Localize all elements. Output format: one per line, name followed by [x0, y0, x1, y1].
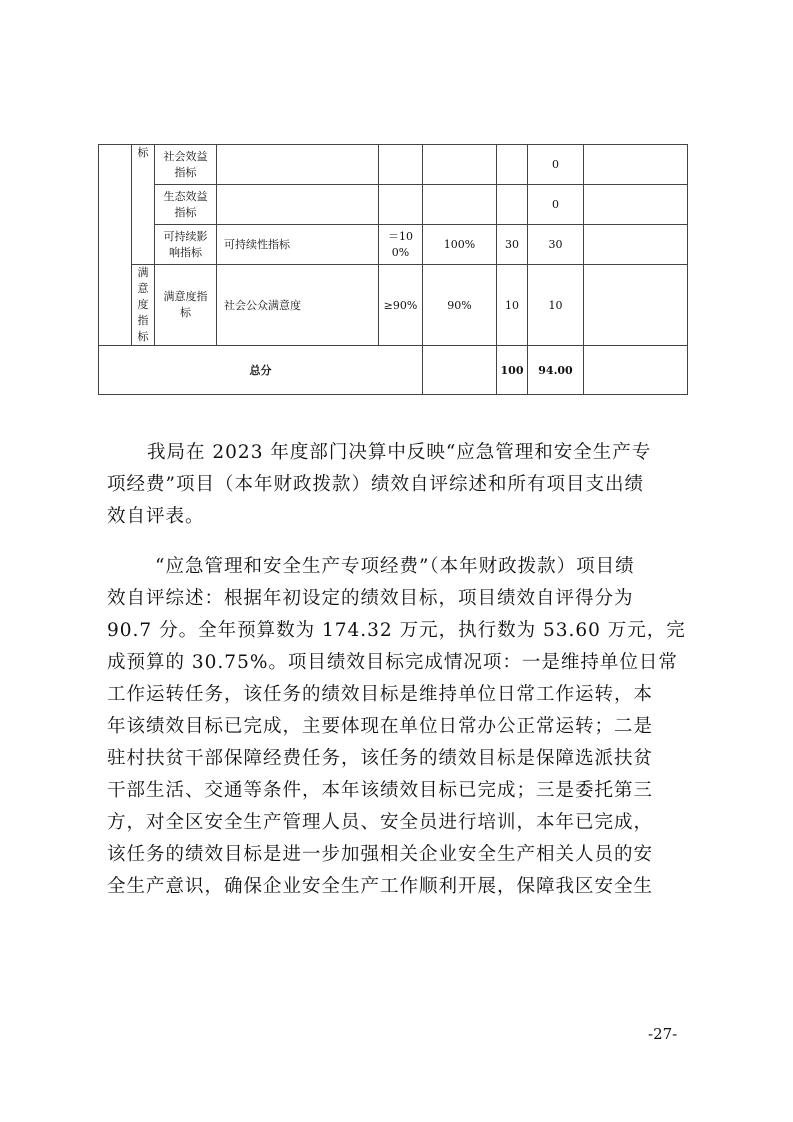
score-value: 30	[528, 225, 584, 265]
remark-cell	[584, 265, 688, 346]
performance-table	[98, 144, 688, 395]
score-value: 10	[528, 265, 584, 346]
indicator-name: 满意度指标	[163, 290, 208, 319]
actual-value	[423, 145, 497, 185]
total-weight: 100	[497, 346, 528, 395]
paragraph-summary-intro: 我局在 2023 年度部门决算中反映“应急管理和安全生产专 项经费”项目（本年财政拨款）绩效自评综述和所有项目支出绩 效自评表。	[107, 442, 652, 527]
score-value: 0	[528, 145, 584, 185]
target-value	[379, 145, 423, 185]
remark-cell	[584, 185, 688, 225]
weight-value: 30	[497, 225, 528, 265]
actual-value: 100%	[423, 225, 497, 265]
table-row	[99, 185, 688, 225]
weight-value: 10	[497, 265, 528, 346]
remark-cell	[584, 346, 688, 395]
table-row	[99, 225, 688, 265]
outer-category-cell	[99, 145, 132, 346]
weight-value	[497, 185, 528, 225]
total-score: 94.00	[528, 346, 584, 395]
indicator-name: 生态效益指标	[163, 189, 208, 219]
target-value: ≥90%	[379, 265, 423, 346]
satisfaction-category-cell: 满意度指标	[132, 265, 155, 346]
actual-value	[423, 185, 497, 225]
total-row	[99, 346, 688, 395]
table-row	[99, 145, 688, 185]
indicator-content	[217, 145, 379, 185]
page-number: -27-	[648, 1025, 678, 1043]
indicator-content	[217, 185, 379, 225]
indicator-content: 可持续性指标	[217, 225, 379, 265]
category-cell: 标	[132, 145, 155, 265]
paragraph-project-summary: “应急管理和安全生产专项经费”（本年财政拨款）项目绩 效自评综述：根据年初设定的绩效目标，项目绩效自评得分为 90.7 分。全年预算数为 174.32 万元，执行数为 53.60 万元，完 成预算的 30.75%。项目绩效目标完成情况项：一是维持单位日常 工作运转任务，该任务的绩效目标是维持单位日常工作运转，本 年该绩效目标已完成，主要体现在单位日常办公正常运转；二是 驻村扶贫干部保障经费任务，该任务的绩效目标是保障选派扶贫 干部生活、交通等条件，本年该绩效目标已完成；三是委托第三 方，对全区安全生产管理人员、安全员进行培训，本年已完成， 该任务的绩效目标是进一步加强相关企业安全生产相关人员的安 全生产意识，确保企业安全生产工作顺利开展，保障我区安全生	[107, 556, 686, 897]
indicator-name: 社会效益指标	[163, 149, 208, 179]
indicator-content: 社会公众满意度	[217, 265, 379, 346]
target-value: ＝100%	[388, 229, 413, 259]
table-row	[99, 265, 688, 346]
remark-cell	[584, 225, 688, 265]
total-label: 总分	[99, 346, 423, 395]
score-value: 0	[528, 185, 584, 225]
total-actual	[423, 346, 497, 395]
weight-value	[497, 145, 528, 185]
indicator-name: 可持续影响指标	[163, 229, 208, 259]
actual-value: 90%	[423, 265, 497, 346]
remark-cell	[584, 145, 688, 185]
target-value	[379, 185, 423, 225]
